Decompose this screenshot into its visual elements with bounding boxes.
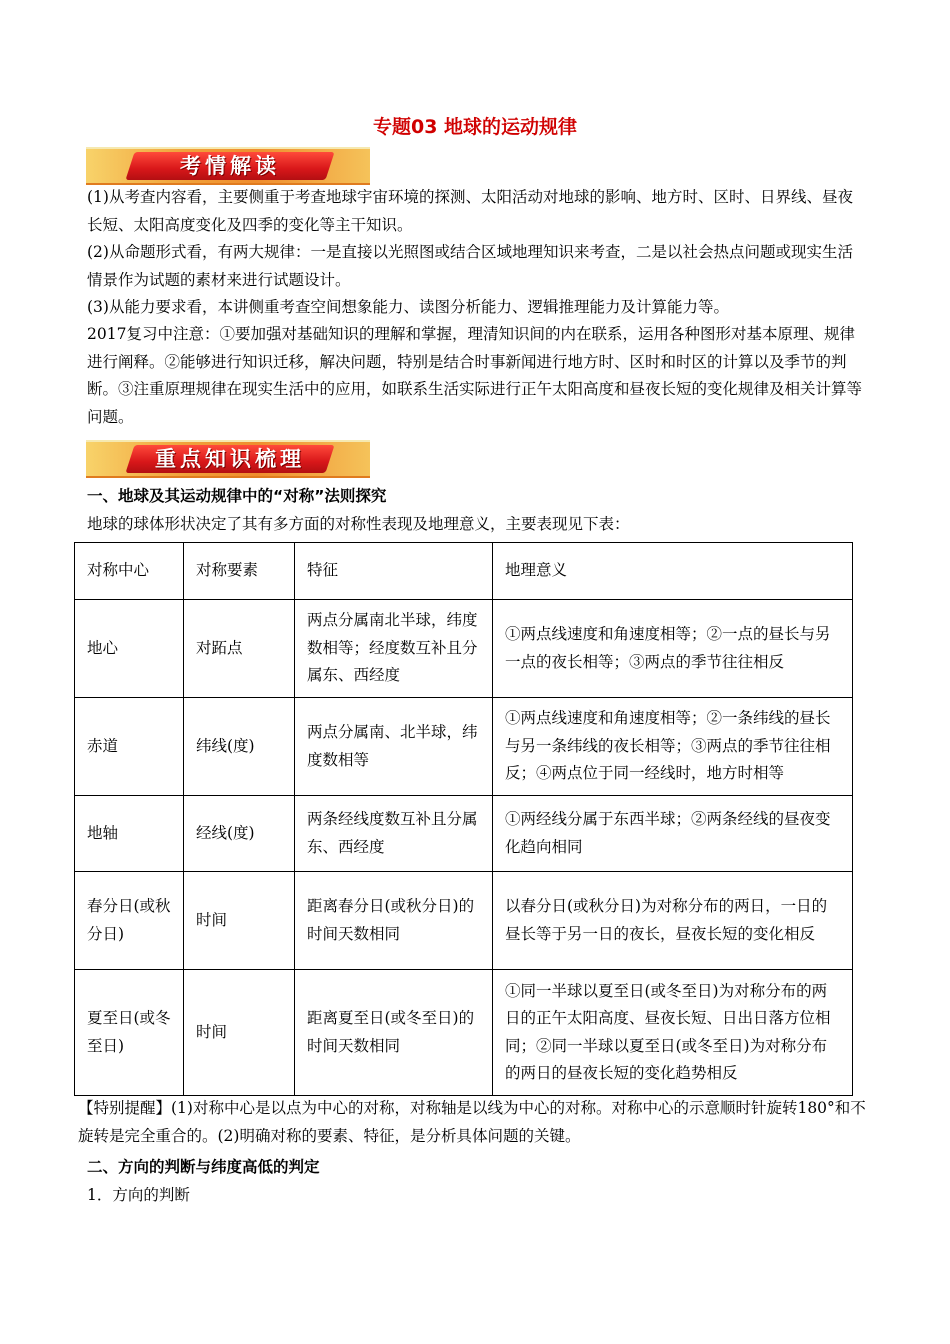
table-cell: ①两经线分属于东西半球；②两条经线的昼夜变化趋向相同 [493, 796, 853, 872]
table-cell: 纬线(度) [184, 698, 295, 796]
intro-paragraph-1: (1)从考查内容看，主要侧重于考查地球宇宙环境的探测、太阳活动对地球的影响、地方时、区时、日界线、昼夜长短、太阳高度变化及四季的变化等主干知识。 [87, 188, 853, 234]
table-cell: 两点分属南、北半球，纬度数相等 [295, 698, 493, 796]
table-header-cell: 对称要素 [184, 543, 295, 600]
table-header-row [75, 543, 853, 600]
page-title: 专题03 地球的运动规律 [372, 116, 578, 138]
table-cell: 距离夏至日(或冬至日)的时间天数相同 [295, 970, 493, 1096]
intro-paragraph-4: 2017复习中注意：①要加强对基础知识的理解和掌握，理清知识间的内在联系，运用各种图形对基本原理、规律进行阐释。②能够进行知识迁移，解决问题，特别是结合时事新闻进行地方时、区时和时区的计算以及季节的判断。③注重原理规律在现实生活中的应用，如联系生活实际进行正午太阳高度和昼夜长短的变化规律及相关计算等问题。 [87, 325, 863, 426]
table-cell: 两条经线度数互补且分属东、西经度 [295, 796, 493, 872]
table-cell: 地心 [75, 600, 184, 698]
table-cell: ①同一半球以夏至日(或冬至日)为对称分布的两日的正午太阳高度、昼夜长短、日出日落方位相同；②同一半球以夏至日(或冬至日)为对称分布的两日的昼夜长短的变化趋势相反 [493, 970, 853, 1096]
section-heading-2: 二、方向的判断与纬度高低的判定 [87, 1158, 320, 1176]
table-cell: 对跖点 [184, 600, 295, 698]
table-row [75, 872, 853, 970]
symmetry-table [74, 542, 853, 1096]
special-reminder: 【特别提醒】(1)对称中心是以点为中心的对称，对称轴是以线为中心的对称。对称中心的示意顺时针旋转180°和不旋转是完全重合的。(2)明确对称的要素、特征，是分析具体问题的关键。 [78, 1099, 866, 1145]
table-cell: 距离春分日(或秋分日)的时间天数相同 [295, 872, 493, 970]
table-row [75, 600, 853, 698]
table-header-cell: 地理意义 [493, 543, 853, 600]
table-cell: 时间 [184, 970, 295, 1096]
table-row [75, 698, 853, 796]
section-heading-1: 一、地球及其运动规律中的“对称”法则探究 [87, 487, 387, 505]
table-cell: 夏至日(或冬至日) [75, 970, 184, 1096]
table-row [75, 970, 853, 1096]
banner-key-points [86, 440, 370, 478]
table-cell: 两点分属南北半球，纬度数相等；经度数互补且分属东、西经度 [295, 600, 493, 698]
table-header-cell: 特征 [295, 543, 493, 600]
subsection-heading: 1．方向的判断 [87, 1186, 190, 1204]
banner-exam-analysis [86, 147, 370, 185]
intro-paragraph-2: (2)从命题形式看，有两大规律：一是直接以光照图或结合区域地理知识来考查，二是以社会热点问题或现实生活情景作为试题的素材来进行试题设计。 [87, 243, 853, 289]
banner-label: 考情解读 [180, 154, 280, 178]
table-cell: 以春分日(或秋分日)为对称分布的两日，一日的昼长等于另一日的夜长，昼夜长短的变化相反 [493, 872, 853, 970]
intro-paragraph-3: (3)从能力要求看，本讲侧重考查空间想象能力、读图分析能力、逻辑推理能力及计算能力等。 [87, 298, 729, 316]
table-header-cell: 对称中心 [75, 543, 184, 600]
table-cell: 经线(度) [184, 796, 295, 872]
table-cell: ①两点线速度和角速度相等；②一点的昼长与另一点的夜长相等；③两点的季节往往相反 [493, 600, 853, 698]
banner-label: 重点知识梳理 [155, 447, 305, 471]
table-cell: ①两点线速度和角速度相等；②一条纬线的昼长与另一条纬线的夜长相等；③两点的季节往往相反；④两点位于同一经线时，地方时相等 [493, 698, 853, 796]
table-cell: 春分日(或秋分日) [75, 872, 184, 970]
table-cell: 时间 [184, 872, 295, 970]
table-row [75, 796, 853, 872]
table-cell: 赤道 [75, 698, 184, 796]
section-lead: 地球的球体形状决定了其有多方面的对称性表现及地理意义，主要表现见下表： [87, 515, 630, 533]
table-cell: 地轴 [75, 796, 184, 872]
